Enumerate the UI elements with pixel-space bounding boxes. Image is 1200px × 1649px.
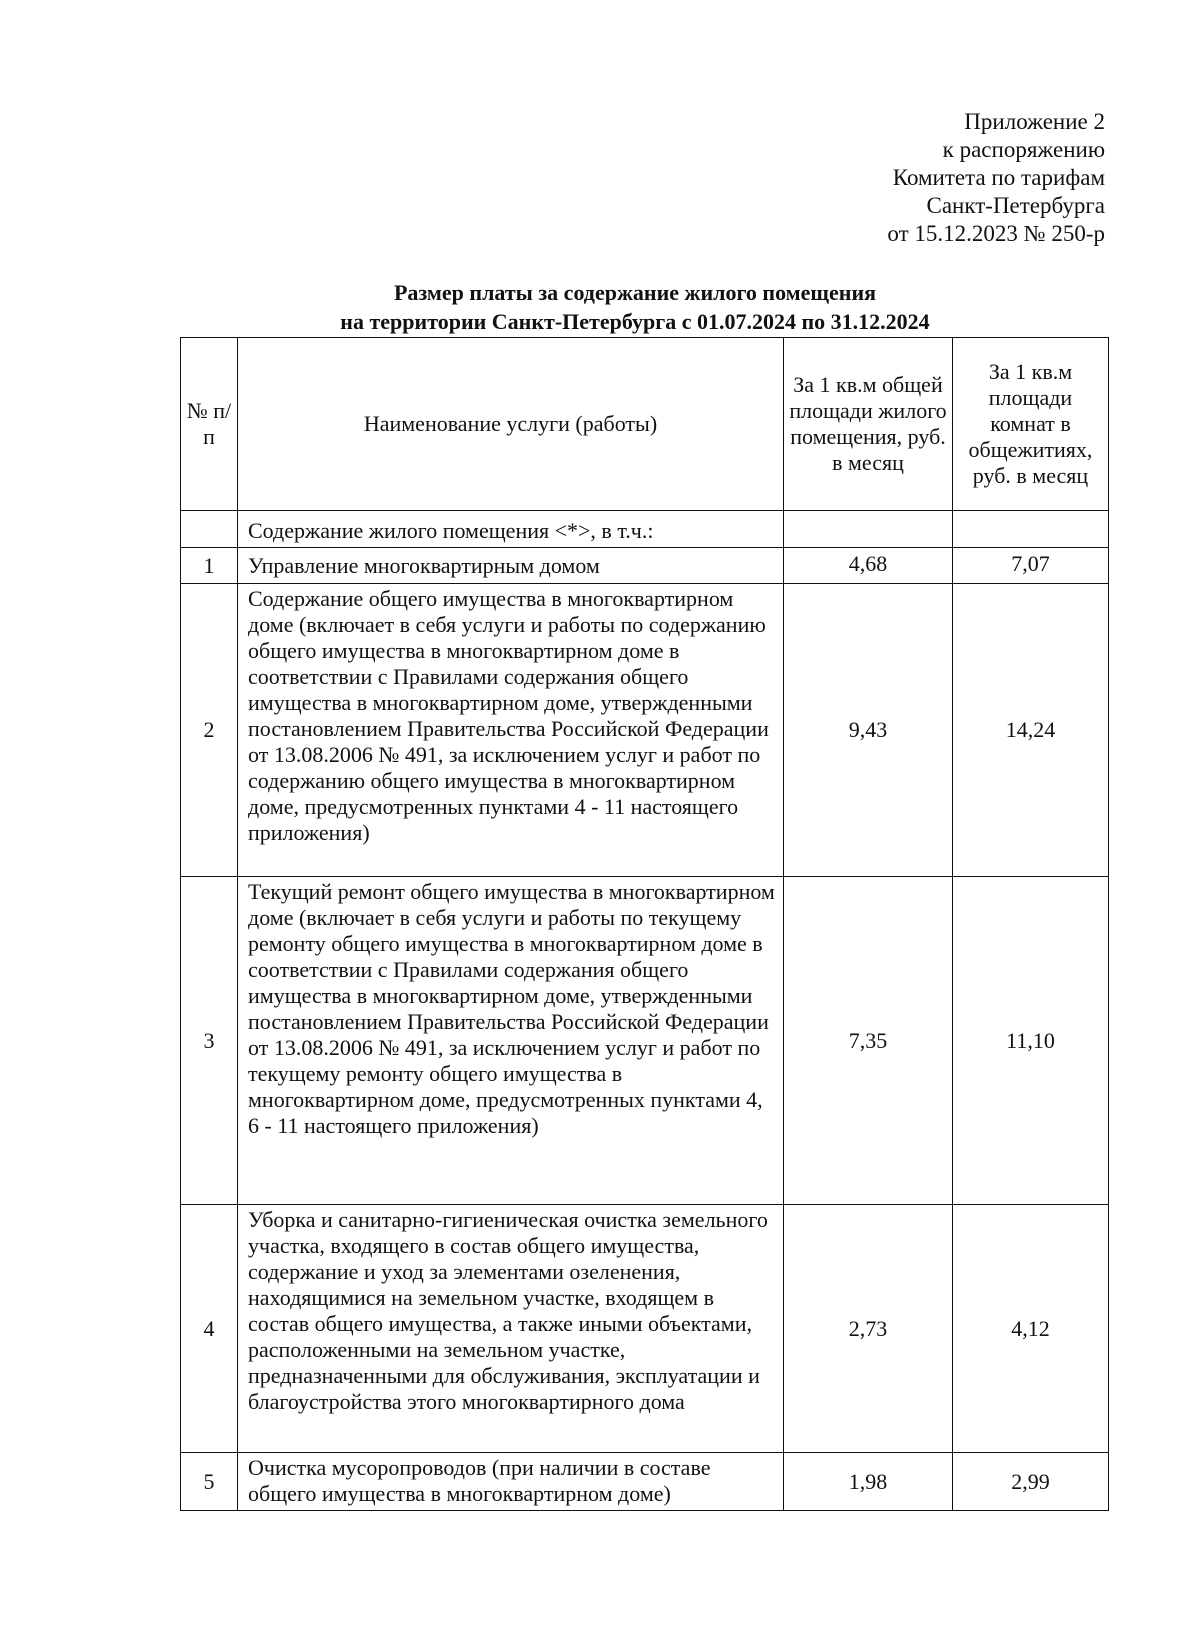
table-row xyxy=(181,548,1109,584)
document-title-line-1: Размер платы за содержание жилого помещения xyxy=(393,280,877,305)
row-value-rooms: 11,10 xyxy=(953,877,1109,1205)
header-per-sqm-rooms: За 1 кв.м площади комнат в общежитиях, руб. в месяц xyxy=(953,338,1109,511)
row-value-rooms: 2,99 xyxy=(953,1453,1109,1511)
appendix-order-ref: к распоряжению xyxy=(942,137,1105,162)
header-per-sqm-total: За 1 кв.м общей площади жилого помещения, руб. в месяц xyxy=(784,338,953,511)
row-value-total: 1,98 xyxy=(784,1453,953,1511)
row-service-name: Управление многоквартирным домом xyxy=(238,548,784,584)
table-section-row xyxy=(181,511,1109,548)
row-value-total: 9,43 xyxy=(784,584,953,877)
section-value-rooms xyxy=(953,511,1109,548)
header-number: № п/п xyxy=(181,338,238,511)
row-value-total: 4,68 xyxy=(784,548,953,584)
row-number: 4 xyxy=(181,1205,238,1453)
row-value-total: 2,73 xyxy=(784,1205,953,1453)
document-title-line-2: на территории Санкт-Петербурга с 01.07.2024 по 31.12.2024 xyxy=(340,309,930,334)
row-value-rooms: 4,12 xyxy=(953,1205,1109,1453)
table-header-row xyxy=(181,338,1109,511)
appendix-date: от 15.12.2023 № 250-р xyxy=(887,221,1105,246)
row-value-rooms: 14,24 xyxy=(953,584,1109,877)
table-row xyxy=(181,1453,1109,1511)
row-service-name: Содержание общего имущества в многоквартирном доме (включает в себя услуги и работы по содержанию общего имущества в многоквартирном доме в соответствии с Правилами содержания общего имущества в многоквартирном доме, утвержденными постановлением Правительства Российской Федерации от 13.08.2006 № 491, за исключением услуг и работ по содержанию общего имущества в многоквартирном доме, предусмотренных пунктами 4 - 11 настоящего приложения) xyxy=(238,584,784,877)
row-service-name: Уборка и санитарно-гигиеническая очистка земельного участка, входящего в состав общего имущества, содержание и уход за элементами озеленения, находящимися на земельном участке, входящем в состав общего имущества, а также иными объектами, расположенными на земельном участке, предназначенными для обслуживания, эксплуатации и благоустройства этого многоквартирного дома xyxy=(238,1205,784,1453)
section-value-total xyxy=(784,511,953,548)
tariff-table xyxy=(180,337,1109,1511)
row-value-rooms: 7,07 xyxy=(953,548,1109,584)
appendix-reference xyxy=(887,108,1105,248)
document-title xyxy=(175,278,1095,336)
row-number: 3 xyxy=(181,877,238,1205)
table-row xyxy=(181,1205,1109,1453)
appendix-committee: Комитета по тарифам xyxy=(892,165,1105,190)
row-value-total: 7,35 xyxy=(784,877,953,1205)
row-number: 2 xyxy=(181,584,238,877)
row-service-name: Текущий ремонт общего имущества в многоквартирном доме (включает в себя услуги и работы по текущему ремонту общего имущества в многоквартирном доме в соответствии с Правилами содержания общего имущества в многоквартирном доме, утвержденными постановлением Правительства Российской Федерации от 13.08.2006 № 491, за исключением услуг и работ по текущему ремонту общего имущества в многоквартирном доме, предусмотренных пунктами 4, 6 - 11 настоящего приложения) xyxy=(238,877,784,1205)
appendix-city: Санкт-Петербурга xyxy=(926,193,1105,218)
row-service-name: Очистка мусоропроводов (при наличии в составе общего имущества в многоквартирном доме) xyxy=(238,1453,784,1511)
table-row xyxy=(181,584,1109,877)
row-number: 5 xyxy=(181,1453,238,1511)
section-number xyxy=(181,511,238,548)
section-title: Содержание жилого помещения <*>, в т.ч.: xyxy=(238,511,784,548)
header-service-name: Наименование услуги (работы) xyxy=(238,338,784,511)
table-row xyxy=(181,877,1109,1205)
row-number: 1 xyxy=(181,548,238,584)
appendix-number: Приложение 2 xyxy=(964,109,1105,134)
